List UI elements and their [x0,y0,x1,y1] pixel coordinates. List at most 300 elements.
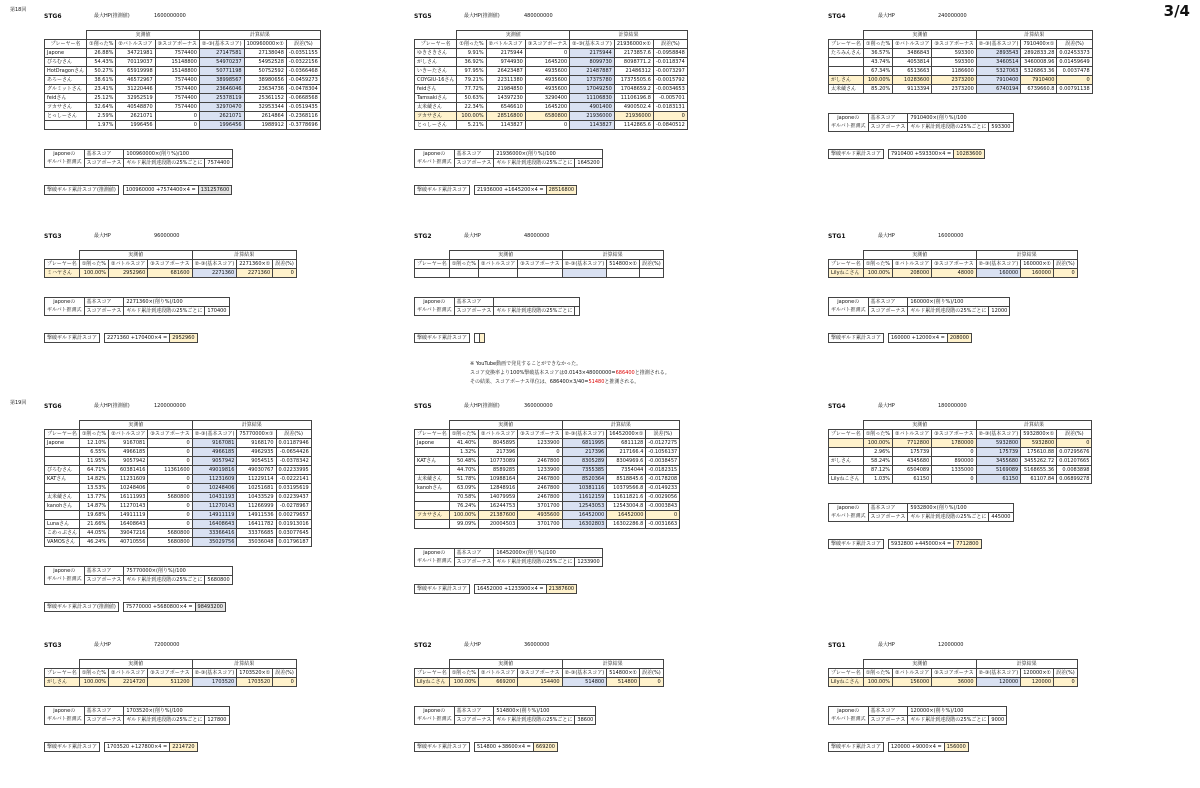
player-name: グルミットさん [45,85,87,94]
col-header-c4: ②-③(基本スコア) [570,40,615,49]
score-bonus: 48000 [932,269,976,278]
max-hp-label: 最大HP [464,642,481,648]
base-score-formula: 1703520×(削り%)/100 [124,707,229,716]
final-formula: 1703520 +127800×4 = [104,743,169,752]
base-score: 8099730 [570,58,615,67]
estimate-label-a: japoneの [45,707,85,716]
final-score-label: 撃破ギルド累計スコア [415,334,470,343]
battle-score: 12848916 [479,484,518,493]
col-header-c6: 誤差(%) [1057,430,1092,439]
error-percent [640,269,664,278]
col-header-c2: ②バトルスコア [893,430,932,439]
calc-value: 5168655.36 [1021,466,1057,475]
stage-id: STG1 [828,233,846,240]
bonus-rule: ギルド累計到達段階の25%ごとに [124,716,205,725]
col-header-c1: ①削った% [449,260,478,269]
cut-percent: 100.00% [449,511,478,520]
error-percent: 0 [1054,678,1078,687]
measured-header: 実測値 [863,660,976,669]
stage-header [44,14,404,24]
base-score: 11106830 [570,94,615,103]
col-header-c5: 75770000×① [237,430,276,439]
bonus-rule: ギルド累計到達段階の25%ごとに [494,307,575,316]
col-header-c2: ②バトルスコア [479,430,518,439]
player-name: がしさん [45,678,80,687]
cut-percent [449,269,478,278]
final-score-table [44,602,226,612]
error-percent: 0.01796187 [276,538,311,547]
cut-percent: 100.00% [863,269,892,278]
spacer [415,251,450,260]
player-name: とっしーさん [415,121,457,130]
stage-header [828,234,1188,244]
cut-percent: 100.00% [449,678,478,687]
error-percent: -0.0840512 [653,121,687,130]
final-score-value: 21387600 [546,585,576,594]
spacer [45,251,80,260]
battle-score: 26423487 [486,67,525,76]
final-score-table [44,185,232,195]
final-formula: 2271360 +170400×4 = [104,334,169,343]
base-score: 2175944 [570,49,615,58]
final-formula: 100960000 +7574400×4 = [123,186,198,195]
battle-score: 32952519 [116,94,155,103]
stage-header [414,234,774,244]
bonus-rule: ギルド累計到達段階の25%ごとに [124,159,205,168]
base-score: 11270143 [192,502,237,511]
table-row [415,76,688,85]
player-name [45,121,87,130]
cut-percent: 64.71% [79,466,108,475]
final-score-value: 28516800 [546,186,576,195]
col-header-player: プレーヤー名 [45,40,87,49]
cut-percent: 77.72% [457,85,486,94]
spacer [829,421,864,430]
battle-score: 21984850 [486,85,525,94]
calc-value: 6811128 [607,439,646,448]
player-name: ぴろむさん [45,466,80,475]
col-header-player: プレーヤー名 [415,260,450,269]
bonus-value: 38600 [575,716,596,725]
calc-value: 35036048 [237,538,276,547]
player-name: COYGIU-16さん [415,76,457,85]
battle-score: 6504089 [893,466,932,475]
score-bonus-label: スコアボーナス [868,307,908,316]
estimate-label-b: ギルバト推測式 [415,159,455,168]
stage-id: STG6 [44,13,62,20]
base-score-formula: 7910400×(削り%)/100 [908,114,1013,123]
max-hp-label: 最大HP [464,233,481,239]
calc-result-header: 計算結果 [976,660,1077,669]
cut-percent: 87.12% [863,466,892,475]
error-percent: 0.00791138 [1057,85,1092,94]
col-header-player: プレーヤー名 [45,430,80,439]
table-row [45,520,312,529]
player-name: Lunaさん [45,520,80,529]
base-score: 32970470 [199,103,244,112]
battle-score: 16408643 [109,520,148,529]
final-formula: 120000 +9000×4 = [888,743,944,752]
table-row [45,538,312,547]
player-name [829,67,864,76]
spacer [415,660,450,669]
base-score-label: 基本スコア [84,298,124,307]
note-line-1: ※ YouTube動画で発見することができなかった。 [470,361,582,367]
bonus-value [575,307,580,316]
score-bonus: 154400 [518,678,562,687]
score-bonus-label: スコアボーナス [454,716,494,725]
final-score-table [828,742,969,752]
cut-percent: 22.34% [457,103,486,112]
score-table [44,420,312,547]
bonus-value: 7574400 [205,159,232,168]
error-percent: -0.0182315 [646,466,680,475]
base-score-formula [494,298,580,307]
score-bonus: 593300 [932,49,976,58]
col-header-c6: 誤差(%) [1057,40,1092,49]
player-name: kanohさん [45,502,80,511]
battle-score: 175739 [893,448,932,457]
score-bonus: 0 [148,475,192,484]
base-score-label: 基本スコア [868,707,908,716]
col-header-c4: ②-③(基本スコア) [562,669,607,678]
calc-value: 33376685 [237,529,276,538]
col-header-c6: 誤差(%) [640,260,664,269]
battle-score: 3486843 [893,49,932,58]
score-bonus: 15148800 [155,58,199,67]
col-header-c4: ②-③(基本スコア) [562,430,607,439]
player-name [415,269,450,278]
error-percent: 0.01459649 [1057,58,1092,67]
stage-header [828,643,1188,653]
estimate-table [414,149,603,168]
base-score-label: 基本スコア [84,567,124,576]
cut-percent: 19.68% [79,511,108,520]
battle-score: 2214720 [109,678,148,687]
stage-header [828,14,1188,24]
base-score: 514800 [562,678,607,687]
table-row [415,103,688,112]
error-percent: -0.3778696 [286,121,320,130]
base-score: 38998567 [199,76,244,85]
final-formula: 160000 +12000×4 = [888,334,947,343]
stage-id: STG3 [44,642,62,649]
battle-score [479,269,518,278]
calc-result-header: 計算結果 [192,421,311,430]
score-bonus: 593300 [932,58,976,67]
battle-score: 10773089 [479,457,518,466]
calc-value: 5326863.36 [1021,67,1057,76]
calc-value: 32953344 [244,103,286,112]
error-percent: -0.0958848 [653,49,687,58]
estimate-label-a: japoneの [45,567,85,576]
base-score-formula: 514800×(削り%)/100 [494,707,596,716]
battle-score: 9167081 [109,439,148,448]
bonus-rule: ギルド累計到達段階の25%ごとに [494,716,575,725]
col-header-c4: ②-③(基本スコア) [562,260,607,269]
stage-id: STG5 [414,403,432,410]
stage-header [828,404,1188,414]
final-score-label: 撃破ギルド累計スコア(推測値) [45,186,119,195]
bonus-value: 5680800 [205,576,232,585]
table-row [415,457,680,466]
base-score-label: 基本スコア [84,707,124,716]
score-bonus: 3290400 [525,94,569,103]
measured-header: 実測値 [449,660,562,669]
battle-score: 34721981 [116,49,155,58]
calc-result-header: 計算結果 [562,251,663,260]
error-percent: 0 [653,112,687,121]
col-header-c5: 16452000×① [607,430,646,439]
battle-score: 217396 [479,448,518,457]
score-bonus: 5680800 [148,529,192,538]
col-header-c3: ③スコアボーナス [932,260,976,269]
battle-score: 65919998 [116,67,155,76]
base-score-formula: 2271360×(削り%)/100 [124,298,229,307]
measured-header: 実測値 [863,251,976,260]
col-header-c6: 誤差(%) [640,669,664,678]
error-percent: 0 [1057,76,1092,85]
battle-score: 2621071 [116,112,155,121]
error-percent: -0.0668568 [286,94,320,103]
player-name: Lilyねこさん [829,475,864,484]
base-score-formula: 5932800×(削り%)/100 [908,504,1013,513]
battle-score: 2175944 [486,49,525,58]
base-score: 1703520 [192,678,237,687]
score-bonus: 7574400 [155,49,199,58]
estimate-table [828,297,1010,316]
calc-value: 1703520 [237,678,273,687]
score-bonus: 0 [155,112,199,121]
calc-result-header: 計算結果 [562,421,680,430]
player-name: ツカサさん [415,511,450,520]
base-score: 10381116 [562,484,607,493]
max-hp-value: 480000000 [524,13,553,19]
col-header-c4: ②-③(基本スコア) [976,260,1021,269]
score-bonus-label: スコアボーナス [84,307,124,316]
bonus-rule: ギルド累計到達段階の25%ごとに [124,576,205,585]
cut-percent: 79.21% [457,76,486,85]
table-row [829,678,1078,687]
score-bonus: 1780000 [932,439,976,448]
battle-score: 28516800 [486,112,525,121]
base-score-formula: 160000×(削り%)/100 [908,298,1010,307]
cut-percent: 100.00% [457,112,486,121]
cut-percent: 100.00% [863,439,892,448]
calc-result-header: 計算結果 [976,251,1077,260]
calc-result-header: 計算結果 [976,421,1092,430]
cut-percent: 51.78% [449,475,478,484]
base-score: 16452000 [562,511,607,520]
player-name: こめっぷさん [45,529,80,538]
cut-percent: 13.77% [79,493,108,502]
base-score: 21936000 [570,112,615,121]
player-name [415,466,450,475]
cut-percent: 44.05% [79,529,108,538]
base-score: 4966185 [192,448,237,457]
col-header-c6: 誤差(%) [646,430,680,439]
final-score-label: 撃破ギルド累計スコア [415,585,470,594]
col-header-c6: 誤差(%) [1054,669,1078,678]
calc-value: 160000 [1021,269,1054,278]
base-score: 33366416 [192,529,237,538]
table-row [45,76,321,85]
table-row [829,475,1092,484]
cut-percent: 14.82% [79,475,108,484]
score-bonus: 681600 [148,269,192,278]
table-row [45,67,321,76]
base-score: 2621071 [199,112,244,121]
col-header-c4: ②-③(基本スコア) [976,430,1021,439]
score-table [414,420,680,529]
score-bonus: 5680800 [148,538,192,547]
base-score-formula: 16452000×(削り%)/100 [494,549,602,558]
error-percent: 0 [1057,439,1092,448]
base-score: 7910400 [976,76,1021,85]
score-bonus: 2467800 [518,475,562,484]
base-score: 54970237 [199,58,244,67]
score-bonus: 6580800 [525,112,569,121]
calc-value: 49030767 [237,466,276,475]
score-bonus: 4935600 [525,67,569,76]
calc-value: 1988912 [244,121,286,130]
calc-result-header: 計算結果 [976,31,1092,40]
final-formula: 514800 +38600×4 = [474,743,533,752]
score-table [414,30,688,130]
calc-value: 16452000 [607,511,646,520]
final-formula: 7910400 +593300×4 = [888,150,953,159]
calc-value: 21936000 [614,112,653,121]
spacer [829,251,864,260]
battle-score: 156000 [893,678,932,687]
battle-score: 21387600 [479,511,518,520]
score-bonus: 0 [932,475,976,484]
base-score: 120000 [976,678,1021,687]
battle-score: 1143827 [486,121,525,130]
player-name: とっしーさん [45,112,87,121]
base-score: 17375780 [570,76,615,85]
stage-id: STG5 [414,13,432,20]
calc-value: 175610.88 [1021,448,1057,457]
stage-id: STG2 [414,642,432,649]
battle-score: 11270143 [109,502,148,511]
battle-score: 14397230 [486,94,525,103]
score-bonus: 0 [148,520,192,529]
base-score: 217396 [562,448,607,457]
cut-percent: 2.59% [87,112,116,121]
table-row [415,484,680,493]
base-score: 7355385 [562,466,607,475]
table-row [829,457,1092,466]
score-bonus: 511200 [148,678,192,687]
calc-value: 10251681 [237,484,276,493]
player-name: ぴろむさん [45,58,87,67]
score-bonus: 0 [518,448,562,457]
error-percent: -0.0459273 [286,76,320,85]
col-header-c3: ③スコアボーナス [525,40,569,49]
estimate-label-a: japoneの [829,298,869,307]
table-row [45,439,312,448]
col-header-c5: 100960000×① [244,40,286,49]
table-row [45,502,312,511]
calc-value: 11266999 [237,502,276,511]
base-score: 16302803 [562,520,607,529]
table-row [45,269,297,278]
score-table [44,250,297,278]
score-bonus-label: スコアボーナス [84,159,124,168]
col-header-player: プレーヤー名 [829,669,864,678]
col-header-player: プレーヤー名 [829,260,864,269]
calc-value: 8518845.6 [607,475,646,484]
cut-percent: 32.64% [87,103,116,112]
table-row [415,439,680,448]
table-row [415,269,664,278]
score-bonus-label: スコアボーナス [84,716,124,725]
error-percent: 0.02233995 [276,466,311,475]
final-score-value: 2214720 [170,743,197,752]
col-header-c1: ①削った% [864,40,893,49]
score-bonus: 0 [148,502,192,511]
col-header-c4: ②-③(基本スコア) [192,669,237,678]
table-row [415,94,688,103]
error-percent: 0.01913016 [276,520,311,529]
battle-score: 46572967 [116,76,155,85]
col-header-c1: ①削った% [87,40,116,49]
estimate-label-a: japoneの [829,504,869,513]
max-hp-value: 1200000000 [154,403,186,409]
score-bonus: 36000 [932,678,976,687]
measured-header: 実測値 [79,251,192,260]
base-score-label: 基本スコア [454,549,494,558]
battle-score: 70119037 [116,58,155,67]
calc-value: 25361152 [244,94,286,103]
col-header-c6: 誤差(%) [273,669,297,678]
table-row [415,67,688,76]
base-score: 6740194 [976,85,1021,94]
calc-value: 7910400 [1021,76,1057,85]
player-name [829,466,864,475]
table-row [45,457,312,466]
col-header-c3: ③スコアボーナス [932,40,976,49]
cut-percent: 50.27% [87,67,116,76]
col-header-c2: ②バトルスコア [479,260,518,269]
table-row [415,448,680,457]
table-row [829,448,1092,457]
calc-result-header: 計算結果 [192,251,296,260]
col-header-c3: ③スコアボーナス [932,430,976,439]
stage-id: STG4 [828,403,846,410]
cut-percent: 21.66% [79,520,108,529]
max-hp-label: 最大HP(推測値) [464,403,500,409]
note-line-3: その結果、スコアボーナス単位は、686400×3/40=51480と推測される。 [470,379,640,385]
battle-score: 14079959 [479,493,518,502]
spacer [415,421,450,430]
estimate-table [414,706,596,725]
error-percent: 0 [646,511,680,520]
base-score: 3455680 [976,457,1021,466]
col-header-c5: 21936000×① [614,40,653,49]
calc-value: 9054515 [237,457,276,466]
calc-value: 10433529 [237,493,276,502]
player-name: Japone [45,439,80,448]
base-score: 3460514 [976,58,1021,67]
error-percent: -0.0149233 [646,484,680,493]
final-score-label: 撃破ギルド累計スコア(推測値) [45,603,119,612]
base-score: 5932800 [976,439,1021,448]
battle-score: 22311380 [486,76,525,85]
col-header-c2: ②バトルスコア [116,40,155,49]
error-percent: 0.01207665 [1057,457,1092,466]
